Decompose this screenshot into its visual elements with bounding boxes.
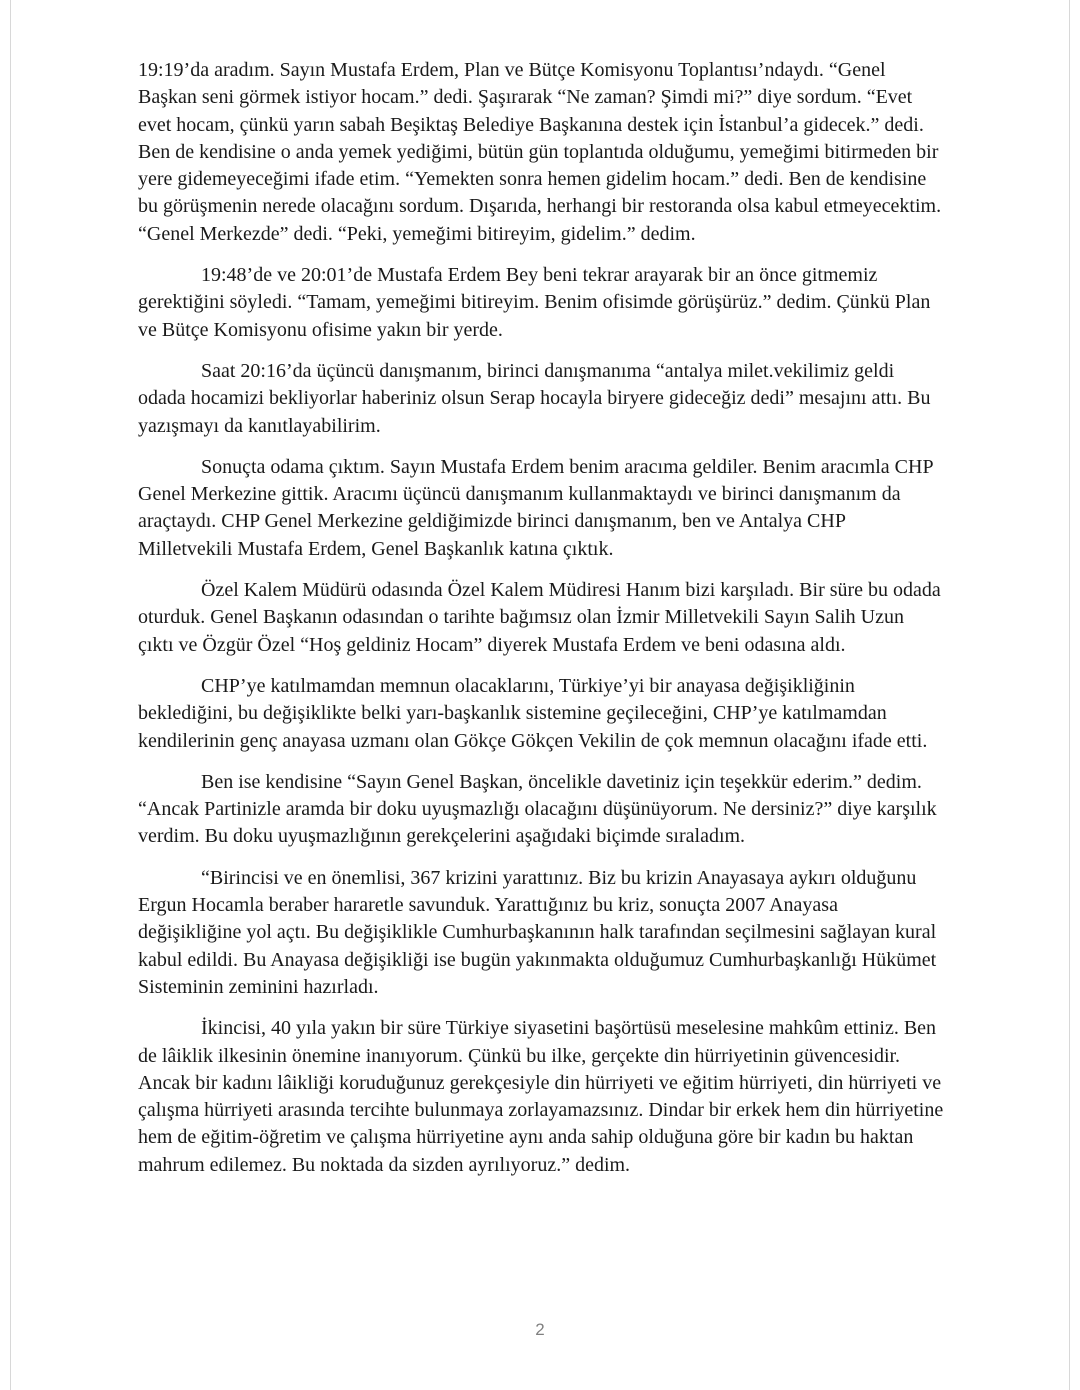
paragraph-7: Ben ise kendisine “Sayın Genel Başkan, öncelikle davetiniz için teşekkür ederim.” dedim. “Ancak Partinizle aramda bir doku uyuşmazlığı olacağını düşünüyorum. Ne dersiniz?” diye karşılık verdim. Bu doku uyuşmazlığının gerekçelerini aşağıdaki biçimde sıraladım. <box>138 770 937 848</box>
paragraph-5: Özel Kalem Müdürü odasında Özel Kalem Müdiresi Hanım bizi karşıladı. Bir süre bu odada oturduk. Genel Başkanın odasından o tarihte bağımsız olan İzmir Milletvekili Sayın Salih Uzun çıktı ve Özgür Özel “Hoş geldiniz Hocam” diyerek Mustafa Erdem ve beni odasına aldı. <box>138 579 941 656</box>
paragraph-1: 19:19’da aradım. Sayın Mustafa Erdem, Plan ve Bütçe Komisyonu Toplantısı’ndaydı. “Genel Başkan seni görmek istiyor hocam.” dedi. Şaşırarak “Ne zaman? Şimdi mi?” diye sordum. “Evet evet hocam, çünkü yarın sabah Beşiktaş Belediye Başkanına destek için İstanbul’a gidecek.” dedi. Ben de kendisine o anda yemek yediğimi, bütün gün toplantıda olduğumu, yemeğimi bitirmeden bir yere gidemeyeceğimi ifade etim. “Yemekten sonra hemen gidelim hocam.” dedi. Ben de kendisine bu görüşmenin nerede olacağını sordum. Dışarıda, herhangi bir restoranda olsa kabul etmeyecektim. “Genel Merkezde” dedi. “Peki, yemeğimi bitireyim, gidelim.” dedim. <box>138 59 942 245</box>
document-body <box>138 57 944 1193</box>
document-page <box>10 0 1070 1390</box>
paragraph-6: CHP’ye katılmamdan memnun olacaklarını, Türkiye’yi bir anayasa değişikliğinin beklediğini, bu değişiklikte belki yarı-başkanlık sistemine geçileceğini, CHP’ye katılmamdan kendilerinin genç anayasa uzmanı olan Gökçe Gökçen Vekilin de çok memnun olacağını ifade etti. <box>138 674 928 752</box>
page-number: 2 <box>535 1320 545 1339</box>
paragraph-2: 19:48’de ve 20:01’de Mustafa Erdem Bey beni tekrar arayarak bir an önce gitmemiz gerektiğini söyledi. “Tamam, yemeğimi bitireyim. Benim ofisimde görüşürüz.” dedim. Çünkü Plan ve Bütçe Komisyonu ofisime yakın bir yerde. <box>138 264 931 341</box>
paragraph-8: “Birincisi ve en önemlisi, 367 krizini yarattınız. Biz bu krizin Anayasaya aykırı olduğunu Ergun Hocamla beraber hararetle savunduk. Yarattığınız bu kriz, sonuçta 2007 Anayasa değişikliğine yol açtı. Bu değişiklikle Cumhurbaşkanının halk tarafından seçilmesini sağlayan kural kabul edildi. Bu Anayasa değişikliği ise bugün yakınmakta olduğumuz Cumhurbaşkanlığı Hükümet Sisteminin zeminini hazırladı. <box>138 866 937 998</box>
paragraph-9: İkincisi, 40 yıla yakın bir süre Türkiye siyasetini başörtüsü meselesine mahkûm ettiniz. Ben de lâiklik ilkesinin önemine inanıyorum. Çünkü bu ilke, gerçekte din hürriyetinin güvencesidir. Ancak bir kadını lâikliği koruduğunuz gerekçesiyle din hürriyeti ve eğitim hürriyeti, din hürriyeti ve çalışma hürriyeti arasında tercihte bulunmaya zorlayamazsınız. Dindar bir erkek hem din hürriyetine hem de eğitim-öğretim ve çalışma hürriyetine aynı anda sahip olduğuna göre bir kadın bu haktan mahrum edilemez. Bu noktada da sizden ayrılıyoruz.” dedim. <box>138 1017 944 1176</box>
paragraph-4: Sonuçta odama çıktım. Sayın Mustafa Erdem benim aracıma geldiler. Benim aracımla CHP Genel Merkezine gittik. Aracımı üçüncü danışmanım kullanmaktaydı ve birinci danışmanım da araçtaydı. CHP Genel Merkezine geldiğimizde birinci danışmanım, ben ve Antalya CHP Milletvekili Mustafa Erdem, Genel Başkanlık katına çıktık. <box>138 455 933 560</box>
paragraph-3: Saat 20:16’da üçüncü danışmanım, birinci danışmanıma “antalya milet.vekilimiz geldi odada hocamizi bekliyorlar haberiniz olsun Serap hocayla biryere gideceğiz dedi” mesajını attı. Bu yazışmayı da kanıtlayabilirim. <box>138 359 931 437</box>
